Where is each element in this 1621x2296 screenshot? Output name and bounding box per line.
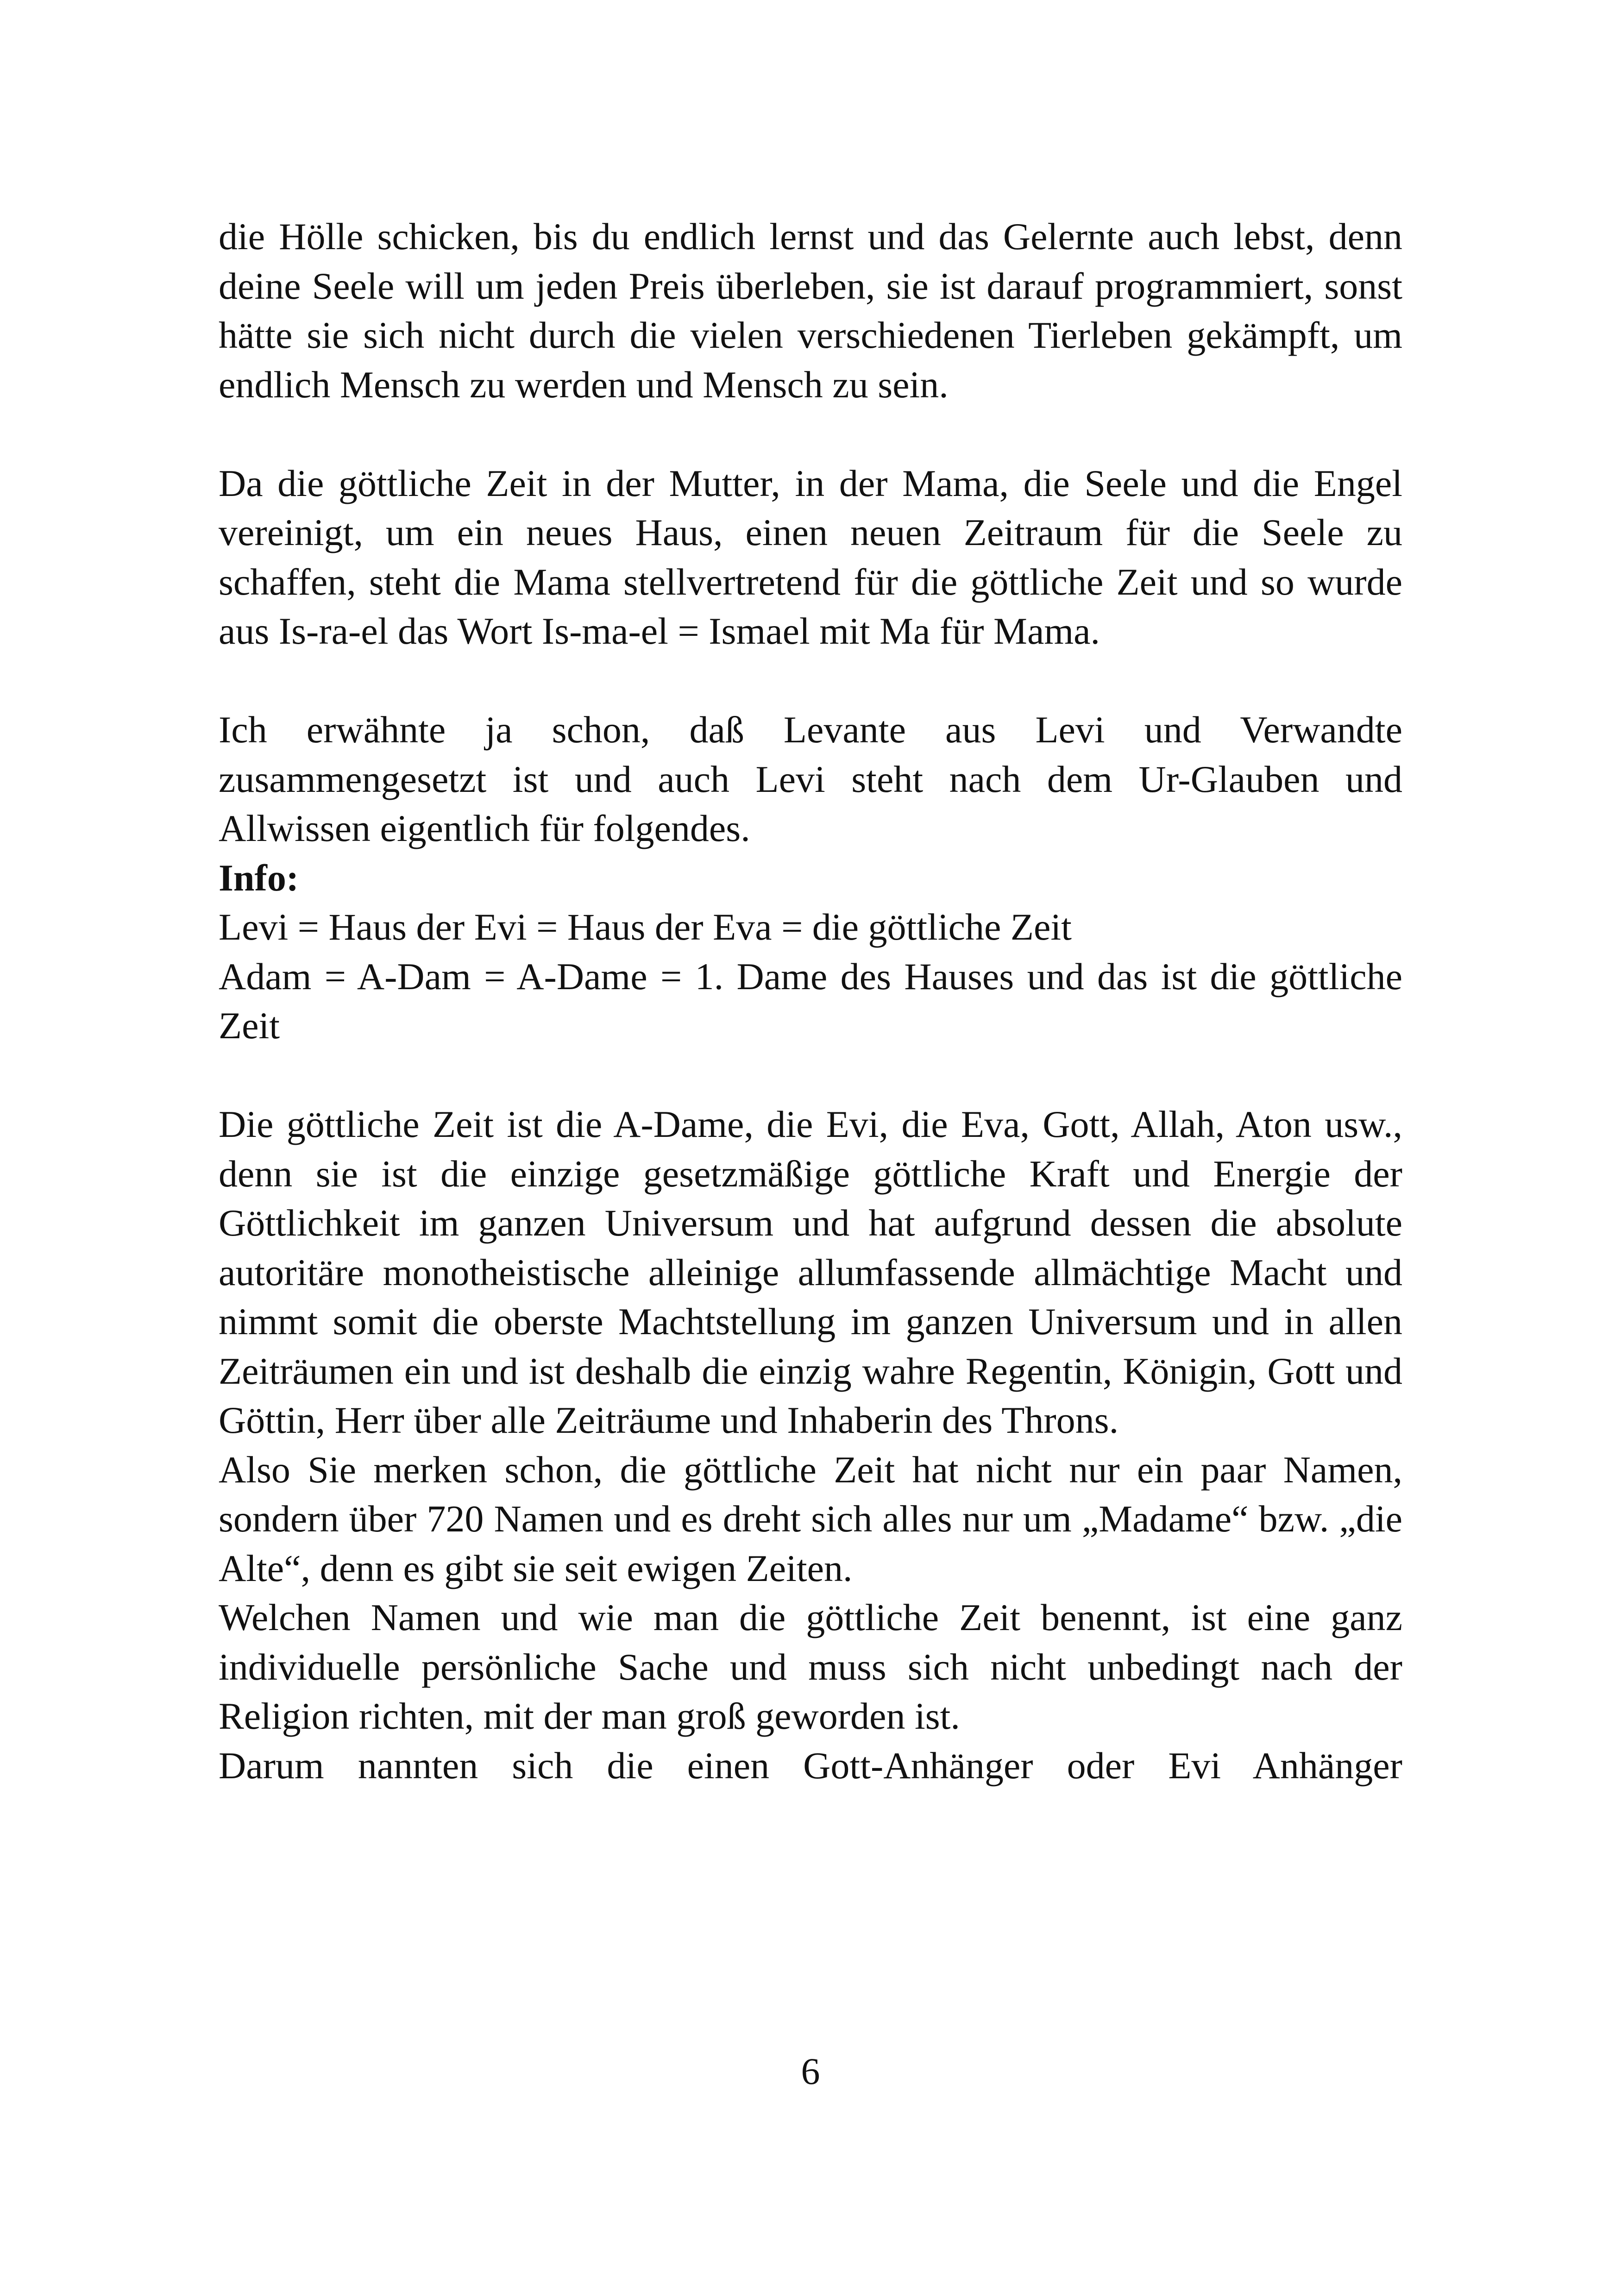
body-text [219, 212, 1402, 1790]
paragraph-6: Welchen Namen und wie man die göttliche Zeit benennt, ist eine ganz individuelle persönliche Sache und muss sich nicht unbedingt nach der Religion richten, mit der man groß geworden ist. [219, 1596, 1402, 1737]
paragraph-3: Ich erwähnte ja schon, daß Levante aus Levi und Verwandte zusammengesetzt ist und auch Levi steht nach dem Ur-Glauben und Allwissen eigentlich für folgendes. [219, 709, 1402, 849]
paragraph-1: die Hölle schicken, bis du endlich lernst und das Gelernte auch lebst, denn deine Seele will um jeden Preis überleben, sie ist darauf programmiert, sonst hätte sie sich nicht durch die vielen verschiedenen Tierleben gekämpft, um endlich Mensch zu werden und Mensch zu sein. [219, 215, 1402, 406]
paragraph-5: Also Sie merken schon, die göttliche Zeit hat nicht nur ein paar Namen, sondern über 720 Namen und es dreht sich alles nur um „Madame“ bzw. „die Alte“, denn es gibt sie seit ewigen Zeiten. [219, 1448, 1402, 1589]
info-line-adam: Adam = A-Dam = A-Dame = 1. Dame des Hauses und das ist die göttliche Zeit [219, 955, 1402, 1047]
paragraph-7: Darum nannten sich die einen Gott-Anhänger oder Evi Anhänger [219, 1744, 1402, 1787]
info-line-levi: Levi = Haus der Evi = Haus der Eva = die göttliche Zeit [219, 906, 1072, 948]
paragraph-2: Da die göttliche Zeit in der Mutter, in der Mama, die Seele und die Engel vereinigt, um ein neues Haus, einen neuen Zeitraum für die Seele zu schaffen, steht die Mama stellvertretend für die göttliche Zeit und so wurde aus Is-ra-el das Wort Is-ma-el = Ismael mit Ma für Mama. [219, 462, 1402, 652]
paragraph-4: Die göttliche Zeit ist die A-Dame, die Evi, die Eva, Gott, Allah, Aton usw., denn sie ist die einzige gesetzmäßige göttliche Kraft und Energie der Göttlichkeit im ganzen Universum und hat aufgrund dessen die absolute autoritäre monotheistische alleinige allumfassende allmächtige Macht und nimmt somit die oberste Machtstellung im ganzen Universum und in allen Zeiträumen ein und ist deshalb die einzig wahre Regentin, Königin, Gott und Göttin, Herr über alle Zeiträume und Inhaberin des Throns. [219, 1103, 1402, 1441]
page-number: 6 [801, 2050, 820, 2092]
info-heading: Info: [219, 856, 299, 899]
info-section [219, 853, 1402, 1051]
